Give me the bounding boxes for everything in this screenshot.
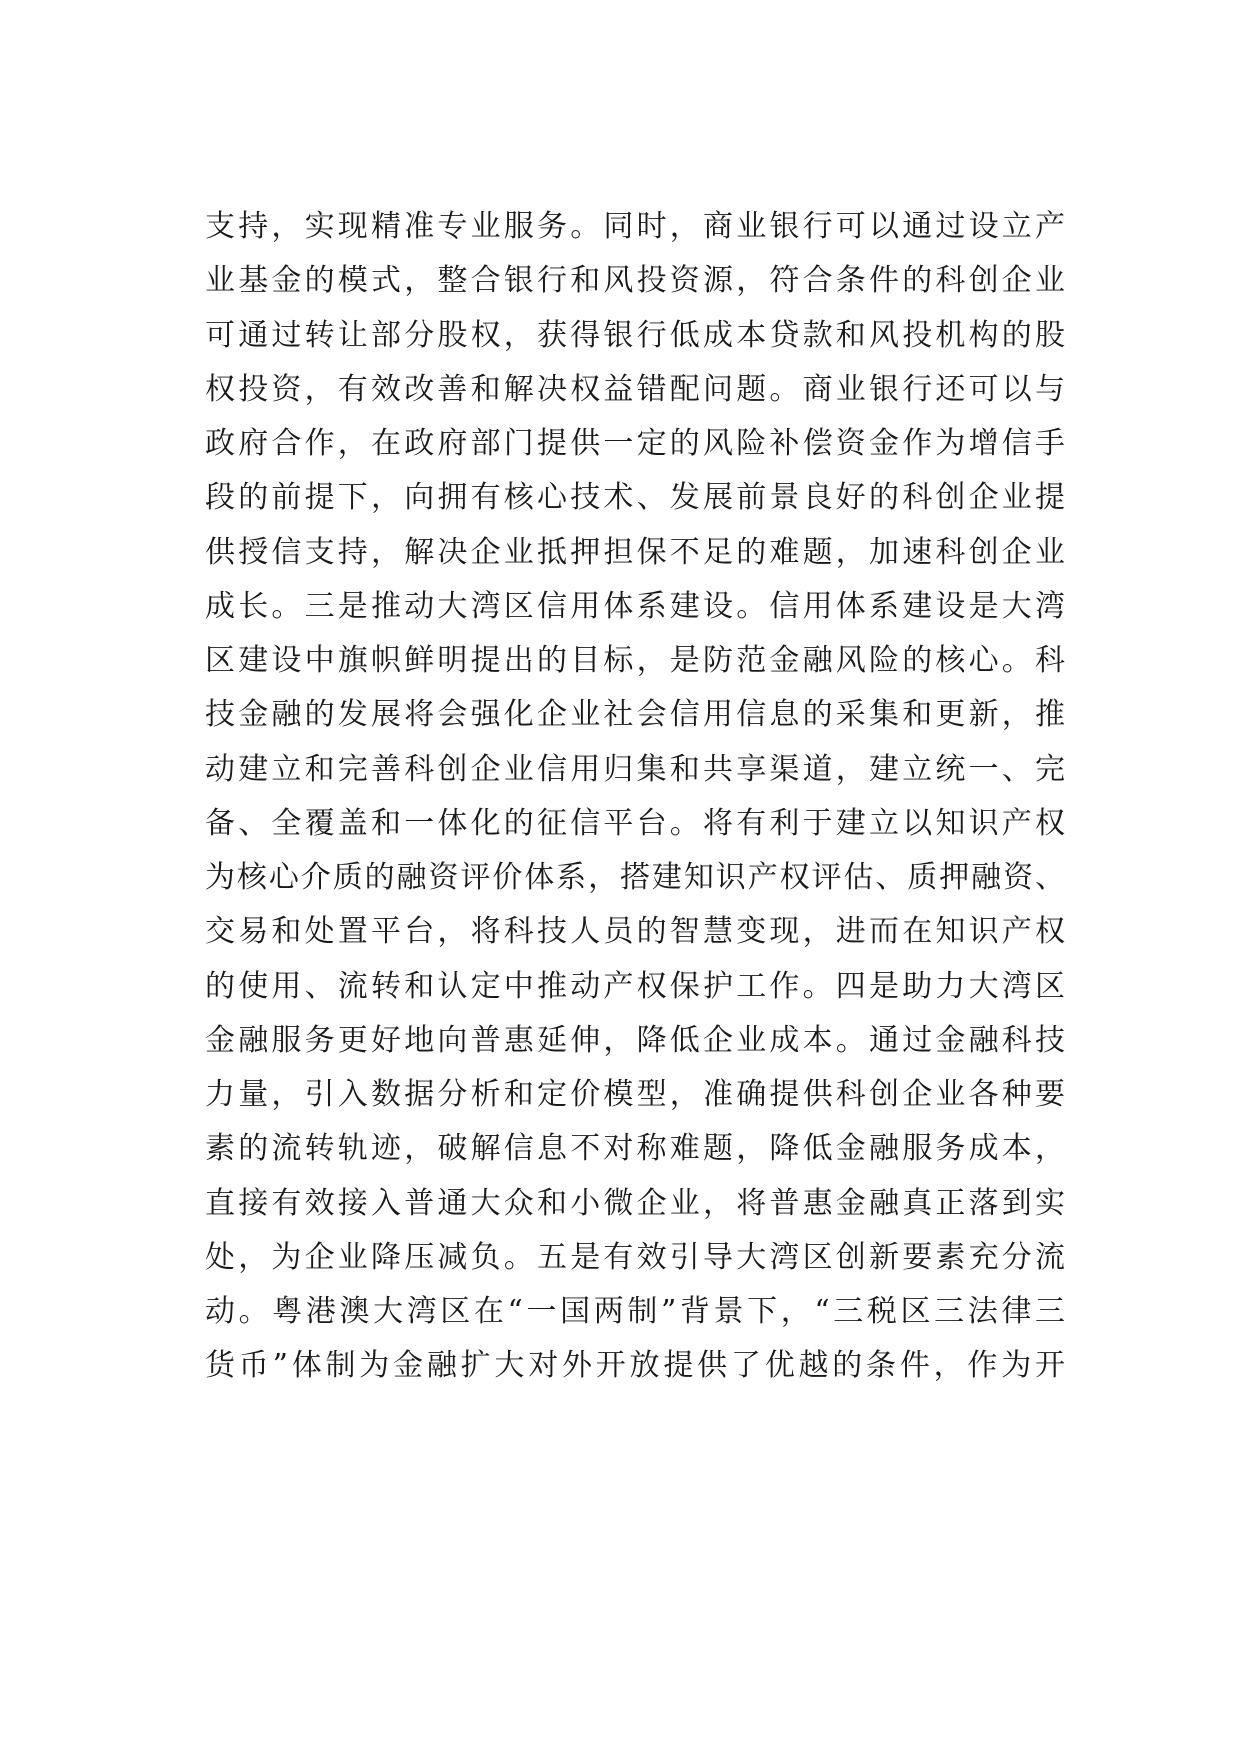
text-line: 动。粤港澳大湾区在“一国两制”背景下，“三税区三法律三 (205, 1294, 1065, 1329)
body-paragraph (205, 200, 1065, 1394)
text-line: 交易和处置平台，将科技人员的智慧变现，进而在知识产权 (205, 914, 1065, 950)
text-line: 货币”体制为金融扩大对外开放提供了优越的条件，作为开 (205, 1348, 1065, 1384)
text-line: 备、全覆盖和一体化的征信平台。将有利于建立以知识产权 (205, 805, 1065, 841)
text-line: 动建立和完善科创企业信用归集和共享渠道，建立统一、完 (205, 751, 1065, 787)
text-line: 力量，引入数据分析和定价模型，准确提供科创企业各种要 (205, 1077, 1065, 1112)
text-line: 可通过转让部分股权，获得银行低成本贷款和风投机构的股 (205, 317, 1065, 353)
text-line: 段的前提下，向拥有核心技术、发展前景良好的科创企业提 (205, 480, 1065, 516)
text-line: 为核心介质的融资评价体系，搭建知识产权评估、质押融资、 (205, 860, 1065, 895)
text-line: 政府合作，在政府部门提供一定的风险补偿资金作为增信手 (205, 426, 1065, 461)
text-line: 成长。三是推动大湾区信用体系建设。信用体系建设是大湾 (205, 588, 1065, 624)
text-line: 金融服务更好地向普惠延伸，降低企业成本。通过金融科技 (205, 1022, 1065, 1058)
text-line: 处，为企业降压减负。五是有效引导大湾区创新要素充分流 (205, 1239, 1065, 1275)
text-line: 业基金的模式，整合银行和风投资源，符合条件的科创企业 (205, 263, 1065, 299)
text-line: 支持，实现精准专业服务。同时，商业银行可以通过设立产 (205, 209, 1065, 244)
text-line: 区建设中旗帜鲜明提出的目标，是防范金融风险的核心。科 (205, 643, 1065, 678)
text-line: 素的流转轨迹，破解信息不对称难题，降低金融服务成本， (205, 1131, 1065, 1167)
text-line: 权投资，有效改善和解决权益错配问题。商业银行还可以与 (205, 371, 1065, 407)
text-line: 技金融的发展将会强化企业社会信用信息的采集和更新，推 (205, 697, 1065, 733)
text-line: 直接有效接入普通大众和小微企业，将普惠金融真正落到实 (205, 1185, 1065, 1221)
text-line: 的使用、流转和认定中推动产权保护工作。四是助力大湾区 (205, 968, 1065, 1004)
text-line: 供授信支持，解决企业抵押担保不足的难题，加速科创企业 (205, 534, 1065, 570)
